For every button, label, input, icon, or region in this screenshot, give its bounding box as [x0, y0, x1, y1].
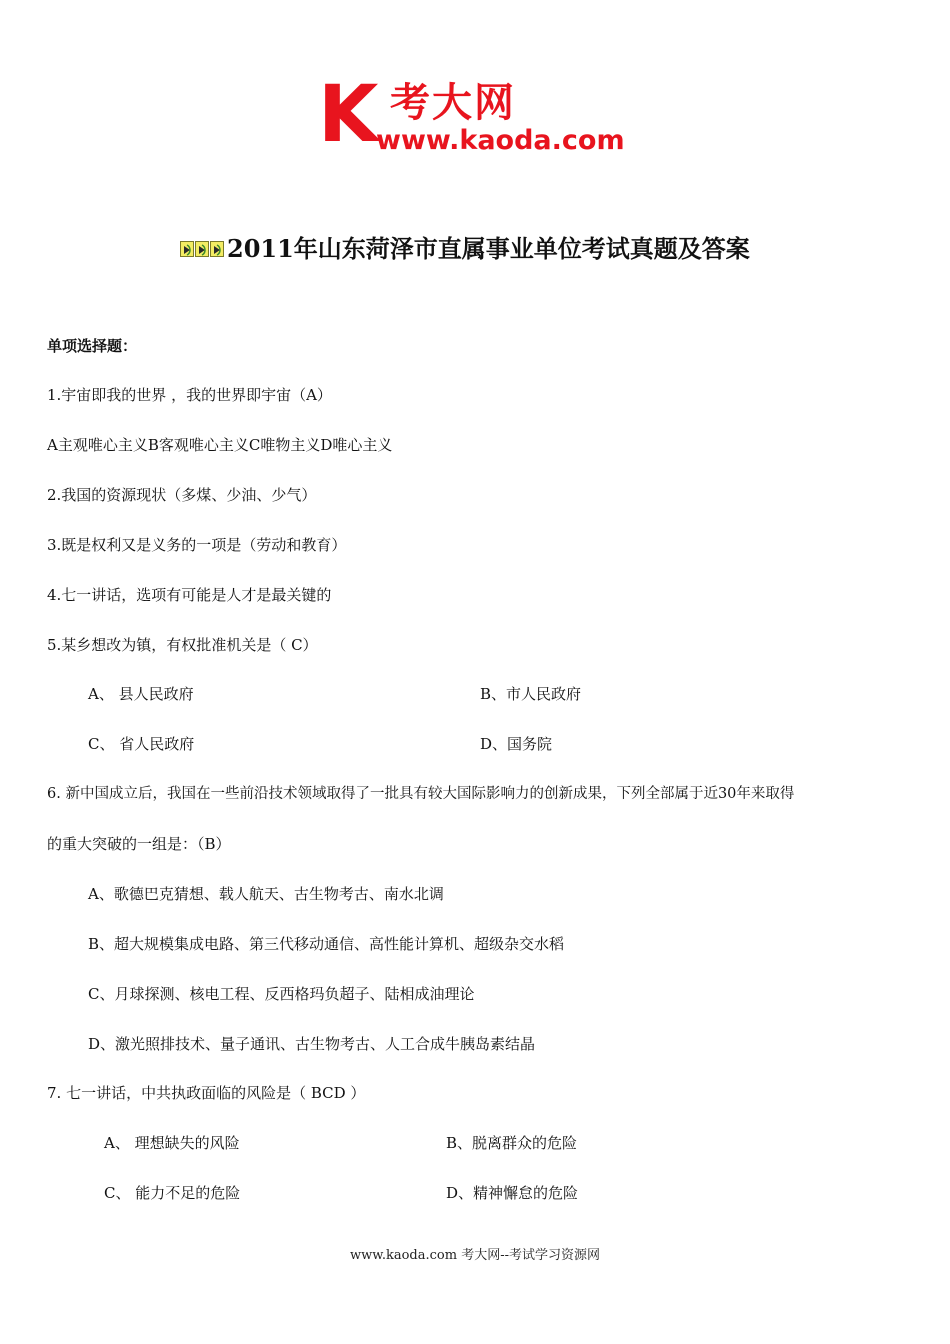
question-6-option-d: D、激光照排技术、量子通讯、古生物考古、人工合成牛胰岛素结晶	[88, 1035, 536, 1053]
question-7-option-d: D、精神懈怠的危险	[446, 1184, 579, 1202]
section-heading: 单项选择题：	[47, 337, 138, 355]
page-title: 2011年山东菏泽市直属事业单位考试真题及答案	[227, 234, 750, 263]
title-icons	[180, 241, 225, 257]
question-5-option-d: D、国务院	[480, 735, 553, 753]
arrow-icon	[180, 241, 194, 257]
question-6-option-b: B、超大规模集成电路、第三代移动通信、高性能计算机、超级杂交水稻	[88, 935, 565, 953]
title-row	[180, 232, 750, 266]
logo-url: www.kaoda.com	[376, 125, 625, 156]
question-6-line-1: 6. 新中国成立后，我国在一些前沿技术领域取得了一批具有较大国际影响力的创新成果，下列全部属于近30年来取得	[47, 786, 795, 802]
question-2: 2.我国的资源现状（多煤、少油、少气）	[47, 486, 317, 504]
logo-chinese-name: 考大网	[390, 80, 516, 126]
question-1-options: A主观唯心主义B客观唯心主义C唯物主义D唯心主义	[47, 436, 393, 454]
question-6-line-2: 的重大突破的一组是：（B）	[47, 835, 231, 853]
question-6-option-c: C、月球探测、核电工程、反西格玛负超子、陆相成油理论	[88, 985, 475, 1003]
question-5-option-c: C、 省人民政府	[88, 735, 195, 753]
question-6-option-a: A、歌德巴克猜想、载人航天、古生物考古、南水北调	[88, 885, 444, 903]
question-7-option-a: A、 理想缺失的风险	[104, 1134, 240, 1152]
logo-k-letter: K	[318, 70, 377, 160]
question-5: 5.某乡想改为镇，有权批准机关是（ C）	[47, 636, 318, 654]
question-7-option-c: C、 能力不足的危险	[104, 1184, 241, 1202]
question-4: 4.七一讲话，选项有可能是人才是最关键的	[47, 586, 332, 604]
question-7: 7. 七一讲话，中共执政面临的风险是（ BCD ）	[47, 1084, 366, 1102]
question-1: 1.宇宙即我的世界 ，我的世界即宇宙（A）	[47, 386, 332, 404]
arrow-icon	[195, 241, 209, 257]
question-7-option-b: B、脱离群众的危险	[446, 1134, 578, 1152]
arrow-icon	[210, 241, 224, 257]
kaoda-logo	[318, 70, 638, 160]
page-footer: www.kaoda.com 考大网--考试学习资源网	[350, 1248, 600, 1263]
question-5-option-b: B、市人民政府	[480, 685, 582, 703]
question-5-option-a: A、 县人民政府	[88, 685, 194, 703]
question-3: 3.既是权利又是义务的一项是（劳动和教育）	[47, 536, 347, 554]
